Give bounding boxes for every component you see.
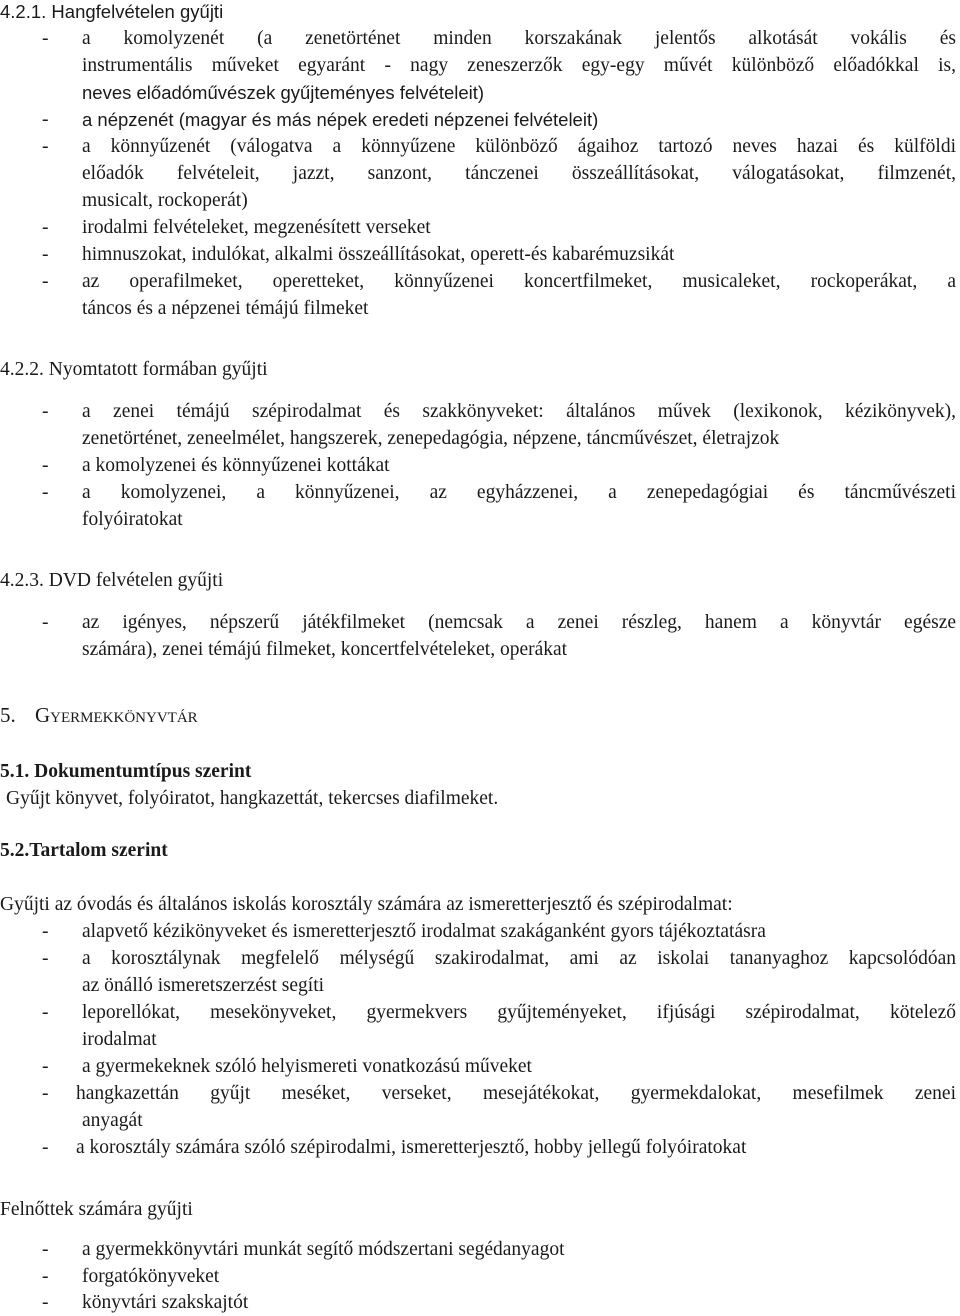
list-dash: - [42, 136, 49, 157]
list-item-continuation: instrumentális műveket egyaránt - nagy zeneszerzők egy-egy művét különböző előadókkal is, [82, 55, 956, 76]
list-item: az igényes, népszerű játékfilmeket (nemcsak a zenei részleg, hanem a könyvtár egésze [82, 612, 956, 633]
chapter-heading-5 [0, 702, 198, 729]
list-item: az operafilmeket, operetteket, könnyűzenei koncertfilmeket, musicaleket, rockoperákat, a [82, 271, 956, 292]
list-dash: - [42, 455, 49, 476]
list-dash: - [42, 244, 49, 265]
section-heading-4-2-3: 4.2.3. DVD felvételen gyűjti [0, 570, 224, 591]
list-dash: - [42, 1239, 49, 1260]
list-dash: - [42, 1266, 49, 1287]
list-item: a gyermekeknek szóló helyismereti vonatkozású műveket [82, 1056, 532, 1077]
section-heading-4-2-2: 4.2.2. Nyomtatott formában gyűjti [0, 359, 268, 380]
list-dash: - [42, 1002, 49, 1023]
paragraph: Gyűjt könyvet, folyóiratot, hangkazettát, tekercses diafilmeket. [6, 788, 499, 809]
chapter-title: Gyermekkönyvtár [35, 703, 198, 727]
list-dash: - [42, 109, 49, 130]
section-heading-adults: Felnőttek számára gyűjti [0, 1199, 193, 1220]
list-item-continuation: zenetörténet, zeneelmélet, hangszerek, zenepedagógia, népzene, táncművészet, életrajzok [82, 428, 780, 449]
list-item-continuation: musicalt, rockoperát) [82, 190, 248, 211]
list-dash: - [42, 401, 49, 422]
list-item: irodalmi felvételeket, megzenésített verseket [82, 217, 431, 238]
list-dash: - [42, 1056, 49, 1077]
list-item: a komolyzenét (a zenetörténet minden korszakának jelentős alkotását vokális és [82, 28, 956, 49]
list-item: a gyermekkönyvtári munkát segítő módszertani segédanyagot [82, 1239, 565, 1260]
list-item: forgatókönyveket [82, 1266, 220, 1287]
list-item: a komolyzenei, a könnyűzenei, az egyházzenei, a zenepedagógiai és táncművészeti [82, 482, 956, 503]
list-dash: - [42, 921, 49, 942]
list-item: hangkazettán gyűjt meséket, verseket, mesejátékokat, gyermekdalokat, mesefilmek zenei [76, 1083, 956, 1104]
list-item: a komolyzenei és könnyűzenei kottákat [82, 455, 390, 476]
list-dash: - [42, 217, 49, 238]
list-item-continuation: számára), zenei témájú filmeket, koncertfelvételeket, operákat [82, 639, 568, 660]
section-heading-5-1: 5.1. Dokumentumtípus szerint [0, 761, 252, 782]
list-dash: - [42, 482, 49, 503]
list-dash: - [42, 612, 49, 633]
list-item: a zenei témájú szépirodalmat és szakkönyveket: általános művek (lexikonok, kézikönyvek), [82, 401, 956, 422]
chapter-number: 5. [0, 703, 16, 727]
list-item: alapvető kézikönyveket és ismeretterjesztő irodalmat szakáganként gyors tájékoztatásra [82, 921, 766, 942]
list-item: a korosztálynak megfelelő mélységű szakirodalmat, ami az iskolai tananyaghoz kapcsolódóan [82, 948, 956, 969]
list-item-continuation: anyagát [82, 1110, 143, 1131]
list-item-continuation: irodalmat [82, 1029, 157, 1050]
section-heading-5-2: 5.2.Tartalom szerint [0, 840, 168, 861]
list-item-continuation: folyóiratokat [82, 509, 183, 530]
list-item: a korosztály számára szóló szépirodalmi, ismeretterjesztő, hobby jellegű folyóiratokat [76, 1137, 747, 1158]
list-dash: - [42, 1292, 49, 1313]
list-item: a könnyűzenét (válogatva a könnyűzene különböző ágaihoz tartozó neves hazai és külföldi [82, 136, 956, 157]
list-item: könyvtári szakskajtót [82, 1292, 249, 1313]
list-dash: - [42, 28, 49, 49]
list-dash: - [42, 948, 49, 969]
list-dash: - [42, 271, 49, 292]
list-item-continuation: az önálló ismeretszerzést segíti [82, 975, 325, 996]
list-item-continuation: neves előadóművészek gyűjteményes felvételeit) [82, 82, 485, 103]
list-item-continuation: előadók felvételeit, jazzt, sanzont, tánczenei összeállításokat, válogatásokat, filmzenét, [82, 163, 956, 184]
list-item: a népzenét (magyar és más népek eredeti népzenei felvételeit) [82, 109, 599, 130]
list-item: himnuszokat, indulókat, alkalmi összeállításokat, operett-és kabarémuzsikát [82, 244, 675, 265]
list-dash: - [42, 1137, 49, 1158]
list-dash: - [42, 1083, 49, 1104]
paragraph-intro: Gyűjti az óvodás és általános iskolás korosztály számára az ismeretterjesztő és szépirodalmat: [0, 894, 733, 915]
list-item: leporellókat, mesekönyveket, gyermekvers gyűjteményeket, ifjúsági szépirodalmat, kötelező [82, 1002, 956, 1023]
list-item-continuation: táncos és a népzenei témájú filmeket [82, 298, 369, 319]
section-heading-4-2-1: 4.2.1. Hangfelvételen gyűjti [0, 1, 224, 22]
